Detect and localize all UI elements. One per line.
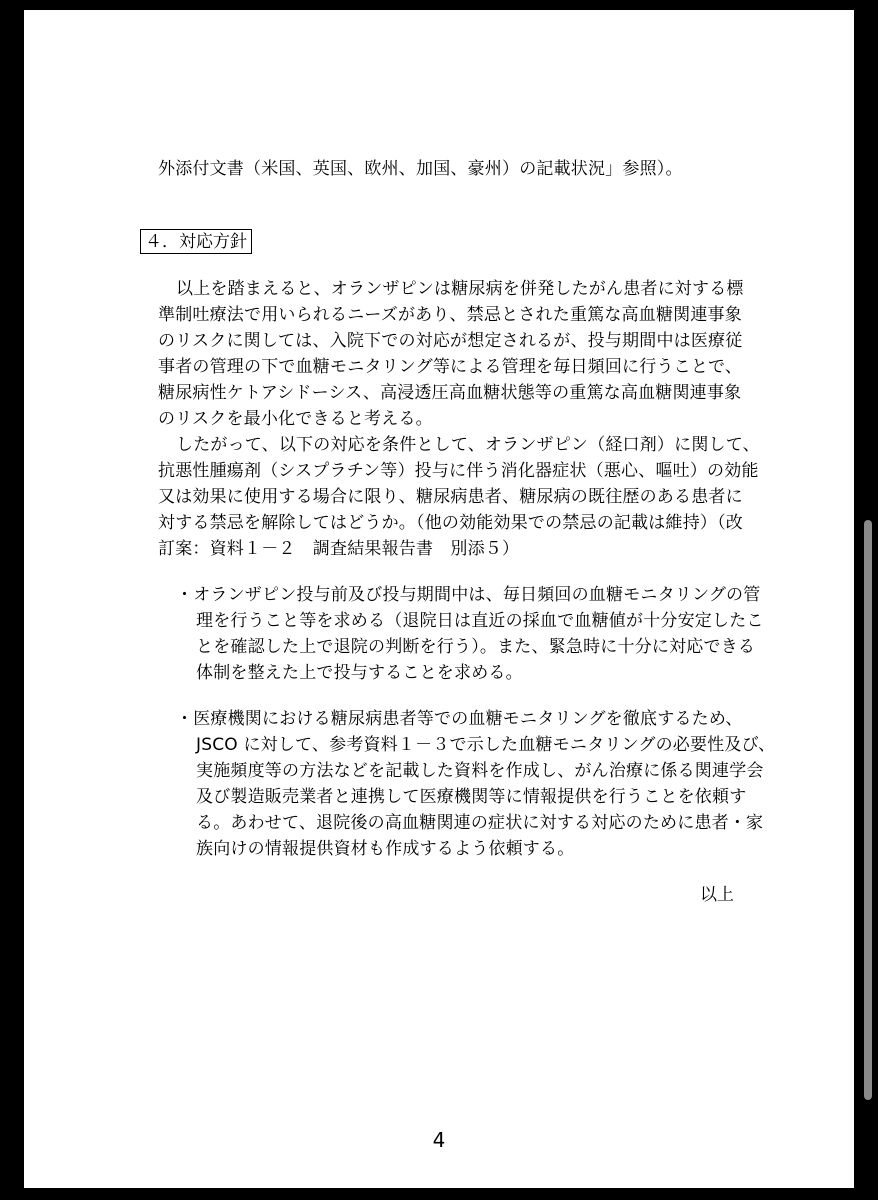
- page-number: 4: [432, 1128, 446, 1152]
- paragraph1-line: 糖尿病性ケトアシドーシス、高浸透圧高血糖状態等の重篤な高血糖関連事象: [158, 383, 742, 403]
- bullet2-line: 及び製造販売業者と連携して医療機関等に情報提供を行うことを依頼す: [196, 787, 747, 807]
- bullet2-line: JSCO に対して、参考資料１－３で示した血糖モニタリングの必要性及び、: [196, 735, 776, 755]
- bullet1-line: とを確認した上で退院の判断を行う）。また、緊急時に十分に対応できる: [196, 637, 756, 657]
- paragraph2-line: 訂案：資料１－２ 調査結果報告書 別添５）: [158, 539, 520, 559]
- bullet2-line: 族向けの情報提供資材も作成するよう依頼する。: [196, 839, 575, 859]
- bullet1-line: ・オランザピン投与前及び投与期間中は、毎日頻回の血糖モニタリングの管: [176, 585, 761, 605]
- intro-line: 外添付文書（米国、英国、欧州、加国、豪州）の記載状況」参照）。: [158, 159, 683, 179]
- paragraph1-line: 以上を踏まえると、オランザピンは糖尿病を併発したがん患者に対する標: [176, 279, 744, 299]
- bullet2-line: る。あわせて、退院後の高血糖関連の症状に対する対応のために患者・家: [196, 813, 764, 833]
- paragraph1-line: 事者の管理の下で血糖モニタリング等による管理を毎日頻回に行うことで、: [158, 357, 743, 377]
- paragraph1-line: 準制吐療法で用いられるニーズがあり、禁忌とされた重篤な高血糖関連事象: [158, 305, 742, 325]
- bullet2-line: ・医療機関における糖尿病患者等での血糖モニタリングを徹底するため、: [176, 709, 743, 729]
- section-heading: ４．対応方針: [140, 229, 252, 254]
- bullet1-line: 体制を整えた上で投与することを求める。: [196, 663, 523, 683]
- bullet1-line: 理を行うこと等を求める（退院日は直近の採血で血糖値が十分安定したこ: [196, 611, 764, 631]
- closing-mark: 以上: [700, 885, 734, 905]
- paragraph1-line: のリスクに関しては、入院下での対応が想定されるが、投与期間中は医療従: [158, 331, 743, 351]
- paragraph2-line: 抗悪性腫瘍剤（シスプラチン等）投与に伴う消化器症状（悪心、嘔吐）の効能: [158, 461, 759, 481]
- paragraph2-line: 対する禁忌を解除してはどうか。（他の効能効果での禁忌の記載は維持）（改: [158, 513, 743, 533]
- paragraph2-line: 又は効果に使用する場合に限り、糖尿病患者、糖尿病の既往歴のある患者に: [158, 487, 743, 507]
- document-page: [24, 10, 854, 1188]
- bullet2-line: 実施頻度等の方法などを記載した資料を作成し、がん治療に係る関連学会: [196, 761, 764, 781]
- paragraph1-line: のリスクを最小化できると考える。: [158, 409, 433, 429]
- scrollbar[interactable]: [864, 10, 872, 1188]
- scrollbar-thumb[interactable]: [864, 520, 872, 1100]
- paragraph2-line: したがって、以下の対応を条件として、オランザピン（経口剤）に関して、: [176, 435, 760, 455]
